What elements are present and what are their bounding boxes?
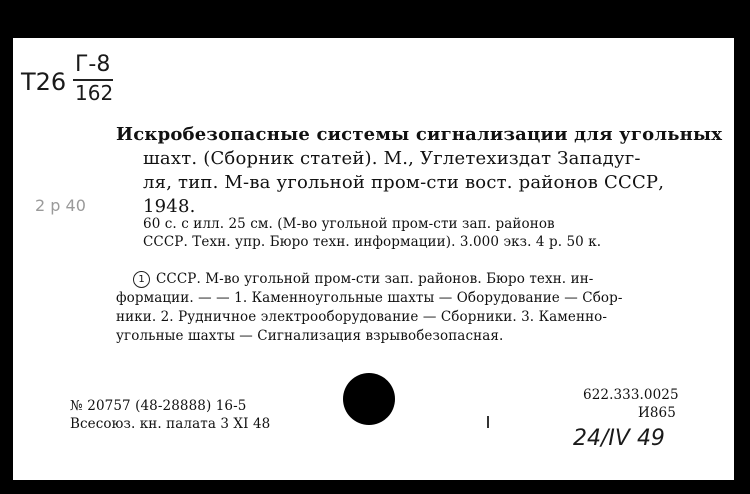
subject-marker-number: 1 [138, 274, 145, 285]
margin-note: 2 р 40 [35, 196, 86, 215]
author-mark: И865 [638, 405, 676, 421]
shelfmark-denominator: 162 [75, 81, 114, 105]
subject-line-1: СССР. М-во угольной пром-сти зап. районов. Бюро техн. ин- [156, 271, 594, 287]
punch-hole [343, 373, 395, 425]
title-line-4: 1948. [143, 196, 196, 217]
title-line-1: Искробезопасные системы сигнализации для угольных [116, 124, 723, 145]
subject-line-3: ники. 2. Рудничное электрооборудование — Сборники. 3. Каменно- [116, 309, 608, 325]
footer-left-1: № 20757 (48-28888) 16-5 [70, 398, 247, 414]
title-line-3: ля, тип. М-ва угольной пром-сти вост. районов СССР, [143, 172, 665, 193]
title-line-2: шахт. (Сборник статей). М., Углетехиздат Западуг- [143, 148, 641, 169]
footer-left-2: Всесоюз. кн. палата 3 XI 48 [70, 416, 271, 432]
shelfmark-prefix: Т26 [21, 68, 67, 96]
shelfmark-numerator: Г-8 [75, 52, 111, 77]
udc-code: 622.333.0025 [583, 387, 679, 403]
details-line-1: 60 с. с илл. 25 см. (М-во угольной пром-сти зап. районов [143, 216, 555, 232]
details-line-2: СССР. Техн. упр. Бюро техн. информации). 3.000 экз. 4 р. 50 к. [143, 234, 602, 250]
subject-line-4: угольные шахты — Сигнализация взрывобезопасная. [116, 328, 504, 344]
subject-line-2: формации. — — 1. Каменноугольные шахты — Оборудование — Сбор- [116, 290, 623, 306]
handwritten-date: 24/IV 49 [573, 426, 665, 451]
catalog-card [13, 38, 734, 480]
stray-mark [487, 416, 489, 428]
subject-marker-circle [133, 271, 150, 288]
